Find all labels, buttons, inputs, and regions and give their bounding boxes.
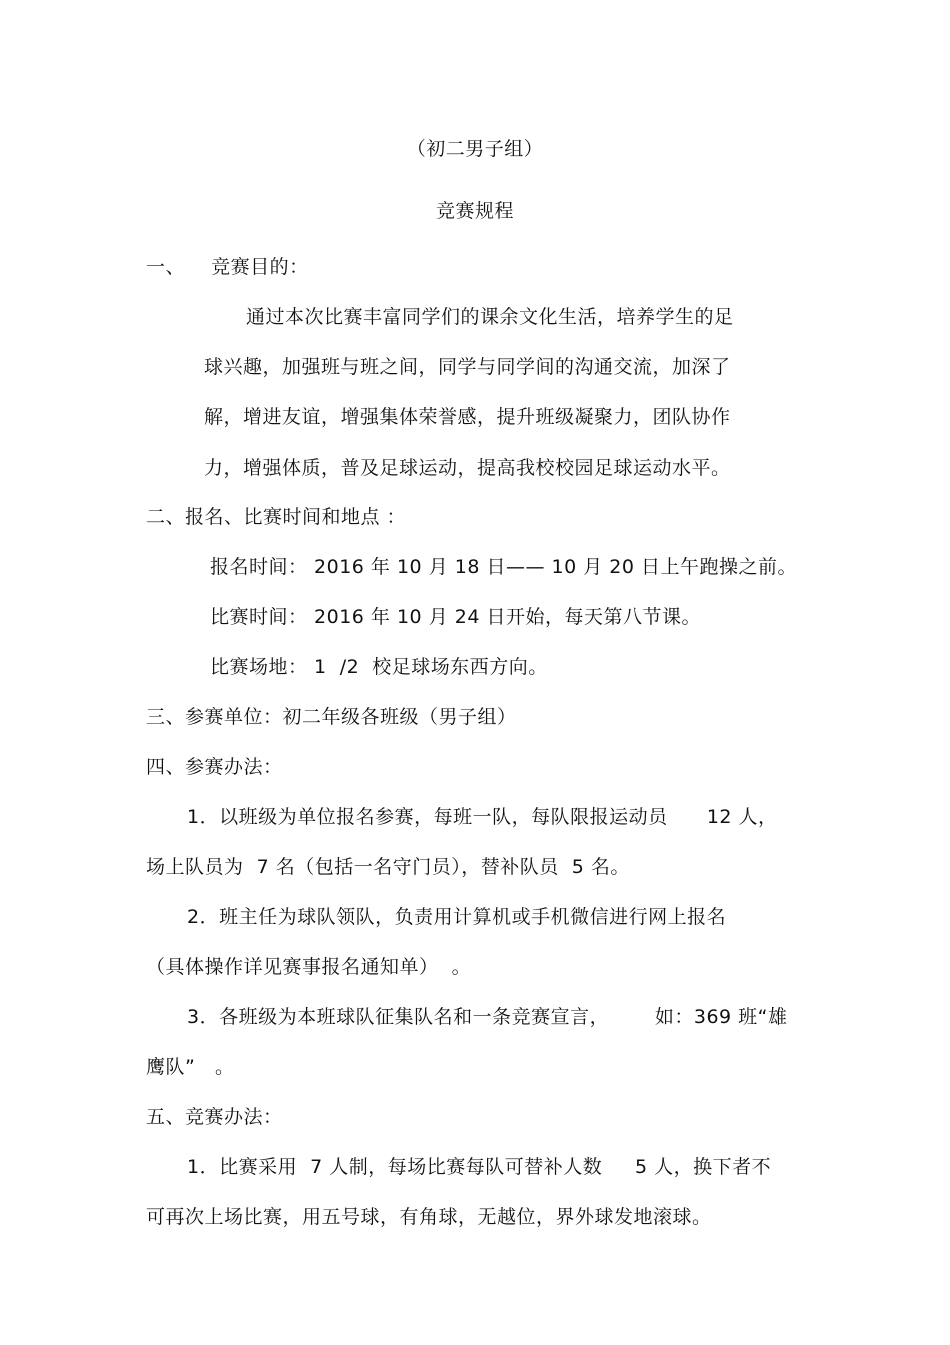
section1-paragraph-line: 球兴趣，加强班与班之间，同学与同学间的沟通交流，加深了 [204, 356, 731, 378]
match-venue: 比赛场地： 1 /2 校足球场东西方向。 [210, 656, 548, 678]
section4-item2-line: 2．班主任为球队领队，负责用计算机或手机微信进行网上报名 [187, 906, 727, 928]
section3-heading: 三、参赛单位：初二年级各班级（男子组） [146, 706, 517, 728]
document-title: 竞赛规程 [435, 200, 514, 222]
section4-heading: 四、参赛办法： [146, 756, 283, 778]
section4-item2-line: （具体操作详见赛事报名通知单） 。 [146, 956, 472, 978]
section1-paragraph-line: 通过本次比赛丰富同学们的课余文化生活，培养学生的足 [246, 306, 734, 328]
registration-time: 报名时间： 2016 年 10 月 18 日—— 10 月 20 日上午跑操之前。 [210, 556, 797, 578]
section4-item3-line: 3．各班级为本班球队征集队名和一条竞赛宣言， 如：369 班“雄 [187, 1006, 788, 1028]
section4-item3-line: 鹰队” 。 [146, 1056, 235, 1078]
section1-paragraph-line: 解，增进友谊，增强集体荣誉感，提升班级凝聚力，团队协作 [204, 406, 731, 428]
section1-paragraph-line: 力，增强体质，普及足球运动，提高我校校园足球运动水平。 [204, 457, 731, 479]
match-time: 比赛时间： 2016 年 10 月 24 日开始，每天第八节课。 [210, 606, 701, 628]
section5-item1-line: 1．比赛采用 7 人制，每场比赛每队可替补人数 5 人，换下者不 [187, 1156, 772, 1178]
document-subtitle: （初二男子组） [406, 138, 544, 160]
section5-item1-line: 可再次上场比赛，用五号球，有角球，无越位，界外球发地滚球。 [146, 1206, 712, 1228]
section4-item1-line: 场上队员为 7 名（包括一名守门员），替补队员 5 名。 [146, 856, 630, 878]
section2-heading: 二、报名、比赛时间和地点 ： [146, 506, 407, 528]
section1-heading: 一、 竞赛目的： [146, 256, 309, 278]
section5-heading: 五、竞赛办法： [146, 1106, 283, 1128]
section4-item1-line: 1．以班级为单位报名参赛，每班一队，每队限报运动员 12 人， [187, 806, 778, 828]
